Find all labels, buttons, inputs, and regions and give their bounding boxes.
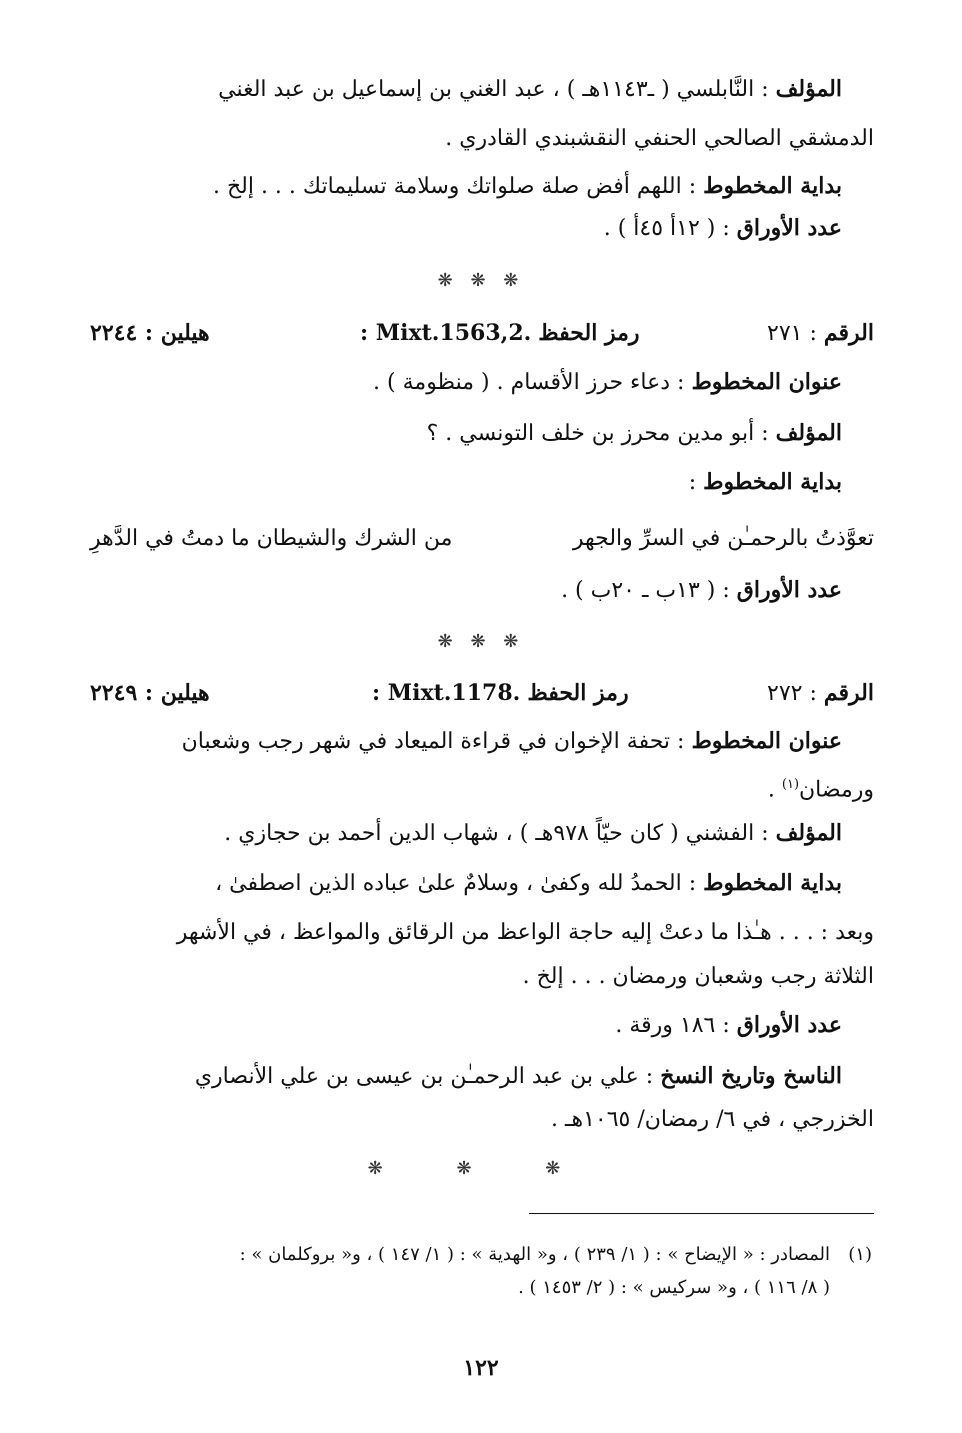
entry-272-folios xyxy=(615,1010,842,1041)
entry-272-code-label: رمز الحفظ xyxy=(527,680,629,706)
footnote-line2: ( ٨/ ١١٦ ) ، و« سركيس » : ( ٢/ ١٤٥٣ ) . xyxy=(518,1277,830,1298)
section-separator-1: ❋ ❋ ❋ xyxy=(437,270,525,291)
entry-271-beginning xyxy=(689,467,842,498)
entry-271-verse-right: تعوَّذتُ بالرحمـٰن في السرِّ والجهر xyxy=(572,526,874,551)
prev-folios-label: عدد الأوراق xyxy=(736,215,842,241)
entry-272-copyist-label: الناسخ وتاريخ النسخ xyxy=(660,1063,842,1089)
prev-beginning-text: : اللهم أفض صلة صلواتك وسلامة تسليماتك . . . إلخ . xyxy=(212,174,697,199)
entry-271-helin: هيلين : ٢٢٤٤ xyxy=(90,320,210,346)
entry-272-code-value: : Mixt.1178. xyxy=(372,680,521,706)
entry-271-author-label: المؤلف xyxy=(775,420,842,446)
entry-271-author xyxy=(427,418,842,449)
prev-beginning-label: بداية المخطوط xyxy=(703,173,842,199)
prev-author-label: المؤلف xyxy=(775,76,842,102)
prev-author-text: : النَّابلسي ( ـ١١٤٣هـ ) ، عبد الغني بن إسماعيل بن عبد الغني xyxy=(218,77,769,102)
entry-272-number-value: : ٢٧٢ xyxy=(767,681,817,706)
footnote-divider xyxy=(529,1213,874,1214)
entry-272-title-line2-text: ورمضان xyxy=(799,777,874,803)
entry-272-folios-text: : ١٨٦ ورقة . xyxy=(615,1013,730,1038)
entry-272-number-label: الرقم xyxy=(823,680,874,706)
entry-272-copyist-text: : علي بن عبد الرحمـٰن بن عيسى بن علي الأنصاري xyxy=(194,1064,654,1089)
entry-271-code-label: رمز الحفظ xyxy=(538,320,640,346)
entry-271-code-value: : Mixt.1563,2. xyxy=(360,320,532,346)
entry-271-beginning-label: بداية المخطوط xyxy=(703,469,842,495)
entry-272-author xyxy=(224,818,842,849)
prev-folios xyxy=(604,213,842,244)
prev-author-line2: الدمشقي الصالحي الحنفي النقشبندي القادري . xyxy=(445,126,874,151)
entry-271-number xyxy=(767,318,874,349)
entry-272-title-line2-end: . xyxy=(767,777,782,803)
entry-271-title-label: عنوان المخطوط xyxy=(691,369,842,395)
prev-folios-text: : ( ١٢أ ٤٥أ ) . xyxy=(603,216,730,241)
section-separator-3: ❋ ❋ ❋ xyxy=(367,1158,595,1179)
page-number: ١٢٢ xyxy=(463,1355,499,1381)
entry-272-title-line2 xyxy=(768,770,874,805)
entry-272-author-text: : الفشني ( كان حيّاً ٩٧٨هـ ) ، شهاب الدين أحمد بن حجازي . xyxy=(224,821,769,846)
footnote-reference[interactable]: (١) xyxy=(781,777,800,792)
entry-271-code xyxy=(360,318,640,349)
entry-272-copyist-line1 xyxy=(195,1061,842,1092)
entry-271-author-text: : أبو مدين محرز بن خلف التونسي . ؟ xyxy=(426,421,769,446)
entry-271-beginning-text: : xyxy=(688,470,697,495)
entry-271-number-value: : ٢٧١ xyxy=(767,321,817,346)
entry-272-author-label: المؤلف xyxy=(775,820,842,846)
entry-272-title-label: عنوان المخطوط xyxy=(691,728,842,754)
prev-author-line1 xyxy=(218,74,842,105)
entry-272-beginning-text: : الحمدُ لله وكفىٰ ، وسلامٌ علىٰ عباده الذين اصطفىٰ ، xyxy=(215,871,697,896)
entry-272-beginning-line1 xyxy=(215,868,842,899)
entry-272-beginning-label: بداية المخطوط xyxy=(703,870,842,896)
entry-272-beginning-line2: وبعد : . . . هـٰذا ما دعتْ إليه حاجة الواعظ من الرقائق والمواعظ ، في الأشهر xyxy=(176,920,874,945)
section-separator-2: ❋ ❋ ❋ xyxy=(437,631,525,652)
entry-272-title-line1 xyxy=(182,726,842,757)
entry-271-folios-text: : ( ١٣ب ـ ٢٠ب ) . xyxy=(561,578,730,603)
entry-271-folios xyxy=(561,575,842,606)
entry-271-number-label: الرقم xyxy=(823,320,874,346)
entry-272-copyist-line2: الخزرجي ، في ٦/ رمضان/ ١٠٦٥هـ . xyxy=(551,1107,874,1132)
entry-272-folios-label: عدد الأوراق xyxy=(736,1012,842,1038)
entry-272-title-text: : تحفة الإخوان في قراءة الميعاد في شهر رجب وشعبان xyxy=(181,729,685,754)
entry-272-number xyxy=(767,678,874,709)
footnote-marker: (١) xyxy=(848,1244,872,1265)
footnote-line1: المصادر : « الإيضاح » : ( ١/ ٢٣٩ ) ، و« الهدية » : ( ١/ ١٤٧ ) ، و« بروكلمان » : xyxy=(239,1244,830,1265)
entry-272-code xyxy=(372,678,629,709)
entry-272-beginning-line3: الثلاثة رجب وشعبان ورمضان . . . إلخ . xyxy=(522,964,874,989)
entry-271-title-text: : دعاء حرز الأقسام . ( منظومة ) . xyxy=(373,370,685,395)
prev-beginning xyxy=(213,171,842,202)
entry-272-helin: هيلين : ٢٢٤٩ xyxy=(90,680,210,706)
entry-271-folios-label: عدد الأوراق xyxy=(736,577,842,603)
entry-271-verse-left: من الشرك والشيطان ما دمتُ في الدَّهرِ xyxy=(90,526,453,551)
entry-271-title xyxy=(373,367,842,398)
